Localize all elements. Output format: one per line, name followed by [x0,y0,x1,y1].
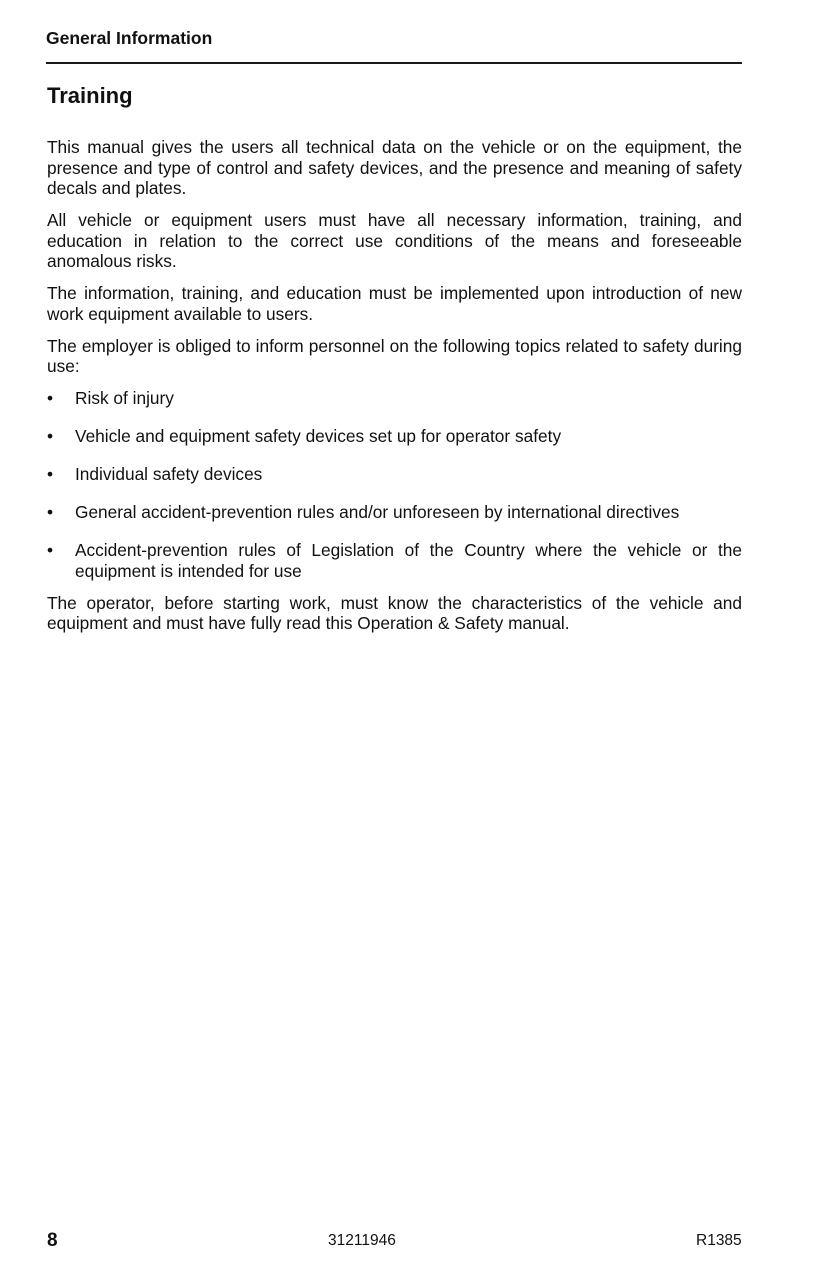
header-rule [46,62,742,64]
paragraph: The information, training, and education must be implemented upon introduction of new work equipment available to users. [47,283,742,324]
bullet-icon: • [47,502,54,522]
running-header: General Information [46,28,213,48]
list-item [47,464,742,485]
section-title: Training [47,83,133,108]
paragraph: This manual gives the users all technical data on the vehicle or on the equipment, the presence and type of control and safety devices, and the presence and meaning of safety decals and plates. [47,137,742,198]
list-item-text: Risk of injury [75,388,174,408]
list-item-text: Accident-prevention rules of Legislation of the Country where the vehicle or the equipment is intended for use [75,540,742,581]
list-item [47,540,742,581]
page-number: 8 [47,1230,58,1251]
list-item-text: Individual safety devices [75,464,263,484]
list-item [47,388,742,409]
bullet-icon: • [47,388,54,408]
bullet-icon: • [47,464,54,484]
safety-topics-list [47,388,742,581]
document-number: 31211946 [328,1232,396,1249]
list-item [47,502,742,523]
bullet-icon: • [47,426,54,446]
list-item [47,426,742,447]
closing-paragraph: The operator, before starting work, must know the characteristics of the vehicle and equipment and must have fully read this Operation & Safety manual. [47,592,742,633]
revision-code: R1385 [696,1232,742,1249]
bullet-icon: • [47,540,54,560]
body-text [47,137,742,645]
paragraph: The employer is obliged to inform personnel on the following topics related to safety during use: [47,335,742,376]
paragraph: All vehicle or equipment users must have all necessary information, training, and education in relation to the correct use conditions of the means and foreseeable anomalous risks. [47,210,742,271]
list-item-text: General accident-prevention rules and/or unforeseen by international directives [75,502,680,522]
list-item-text: Vehicle and equipment safety devices set up for operator safety [75,426,562,446]
